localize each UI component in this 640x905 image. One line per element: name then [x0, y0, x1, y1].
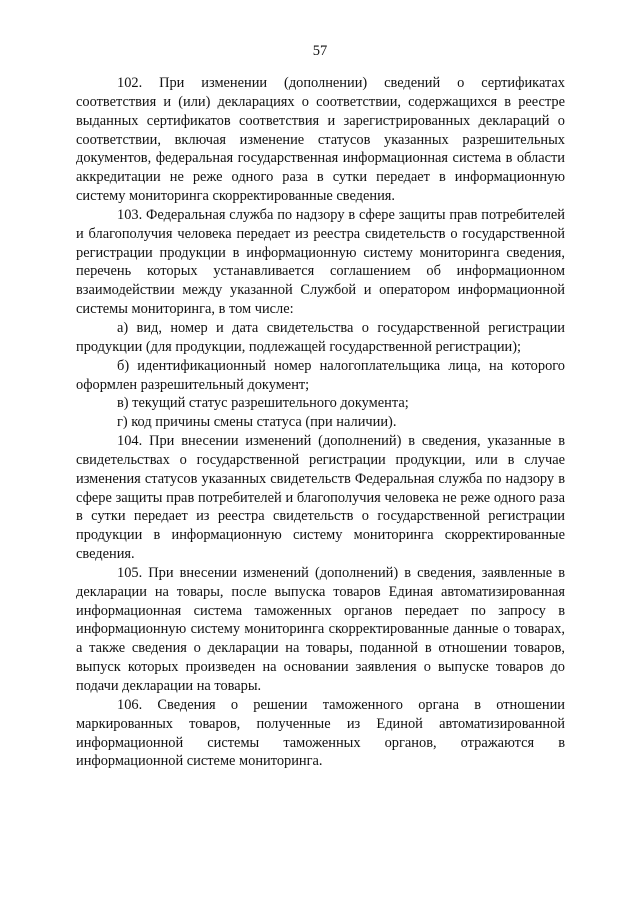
paragraph-102: 102. При изменении (дополнении) сведений о сертификатах соответствия и (или) декларациях о соответствии, содержащихся в реестре выданных сертификатов соответствия и зарегистрированных деклараций о соответствии, включая изменение статусов указанных разрешительных документов, федеральная государственная информационная система в области аккредитации не реже одного раза в сутки передает в информационную систему мониторинга скорректированные сведения. [76, 75, 565, 205]
document-body [76, 74, 565, 771]
page-number: 57 [312, 43, 328, 59]
list-item-a: а) вид, номер и дата свидетельства о государственной регистрации продукции (для продукции, подлежащей государственной регистрации); [76, 319, 565, 355]
paragraph-106: 106. Сведения о решении таможенного органа в отношении маркированных товаров, полученные из Единой автоматизированной информационной системы таможенных органов, отражаются в информационной системе мониторинга. [76, 696, 565, 770]
paragraph-103: 103. Федеральная служба по надзору в сфере защиты прав потребителей и благополучия человека передает из реестра свидетельств о государственной регистрации продукции в информационную систему мониторинга сведения, перечень которых устанавливается соглашением об информационном взаимодействии между указанной Службой и оператором информационной системы мониторинга, в том числе: [76, 206, 565, 318]
paragraph-105: 105. При внесении изменений (дополнений) в сведения, заявленные в декларации на товары, после выпуска товаров Единая автоматизированная информационная система таможенных органов передает по запросу в информационную систему мониторинга скорректированные данные о товарах, а также сведения о декларации на товары, поданной в отношении товаров, выпуск которых произведен на основании заявления о выпуске товаров до подачи декларации на товары. [76, 564, 565, 694]
list-item-g: г) код причины смены статуса (при наличии). [117, 414, 397, 431]
paragraph-104: 104. При внесении изменений (дополнений) в сведения, указанные в свидетельствах о государственной регистрации продукции, или в случае изменения статусов указанных свидетельств Федеральная служба по надзору в сфере защиты прав потребителей и благополучия человека не реже одного раза в сутки передает из реестра свидетельств о государственной регистрации продукции в информационную систему мониторинга скорректированные сведения. [76, 433, 565, 563]
list-item-v: в) текущий статус разрешительного документа; [117, 395, 409, 412]
list-item-b: б) идентификационный номер налогоплательщика лица, на которого оформлен разрешительный документ; [76, 357, 565, 393]
